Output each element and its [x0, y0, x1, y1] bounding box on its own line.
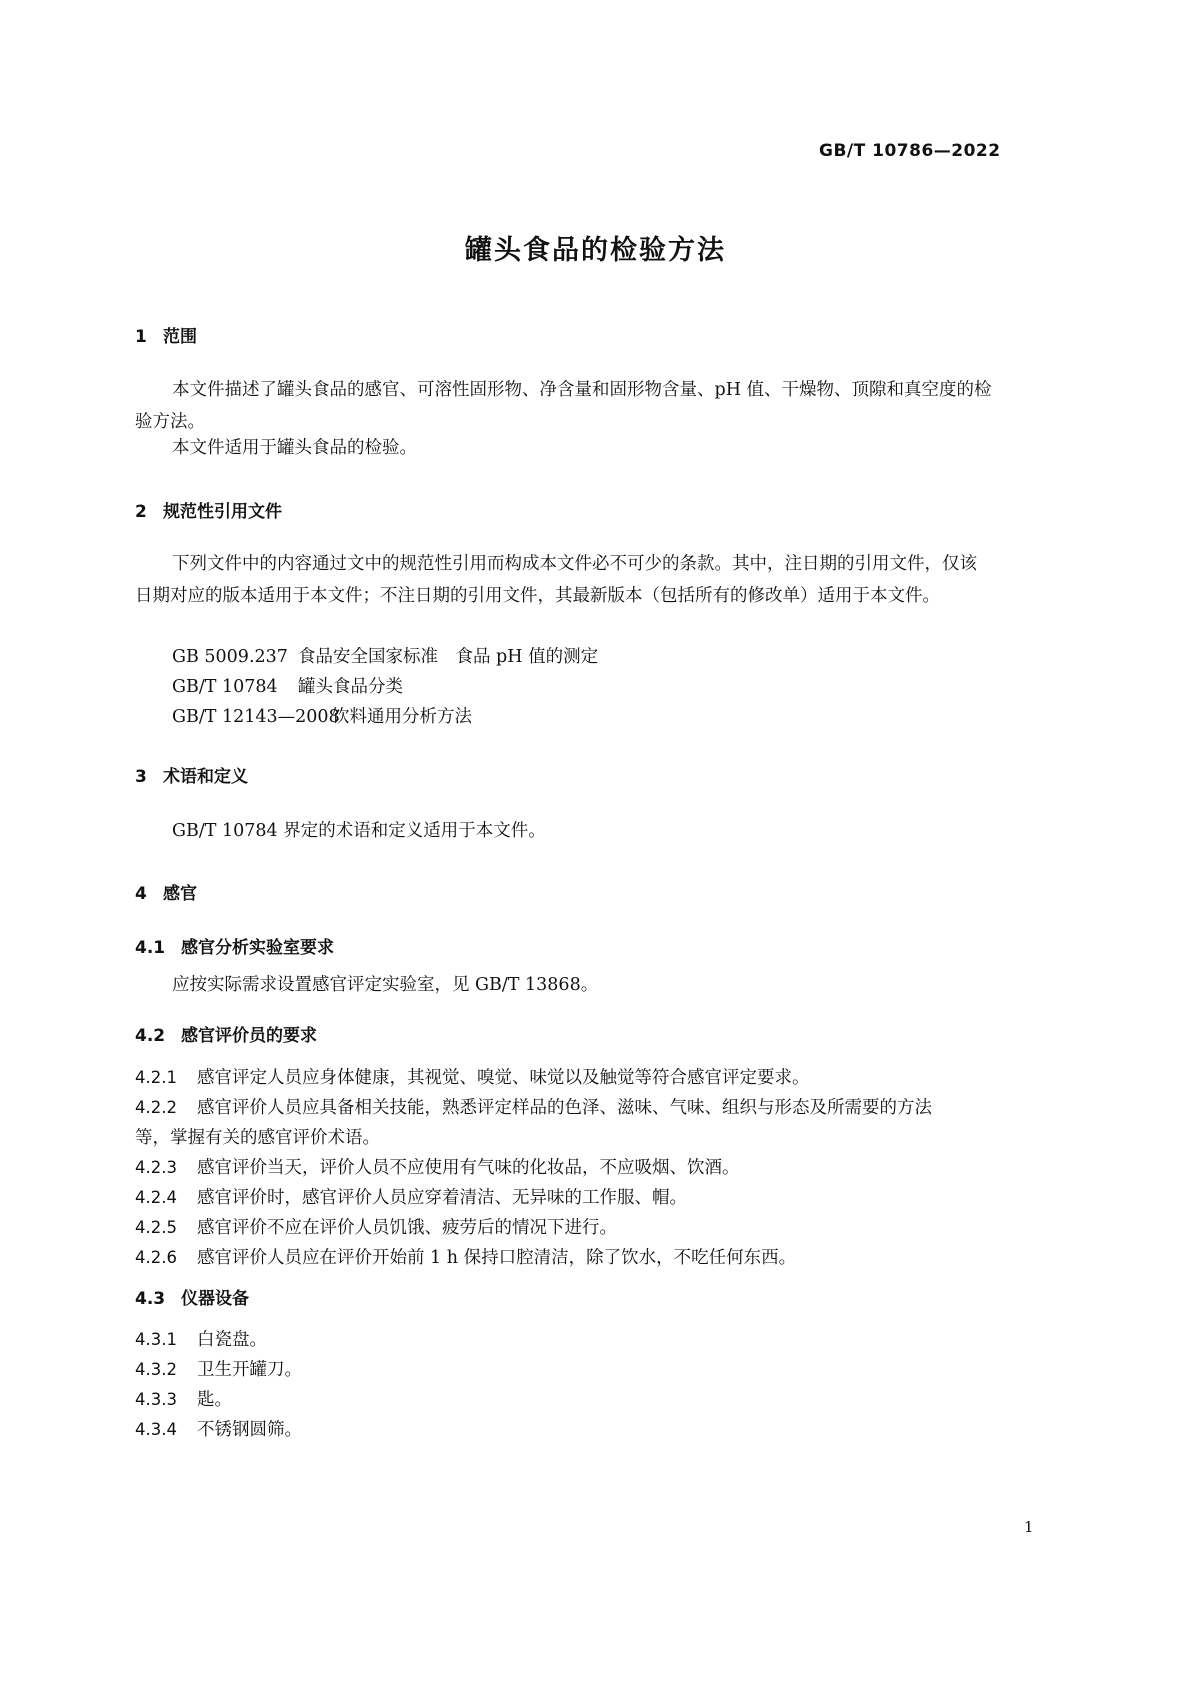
clause-number: 4.2.4 — [135, 1188, 177, 1207]
clause-text: 感官评定人员应身体健康，其视觉、嗅觉、味觉以及触觉等符合感官评定要求。 — [197, 1068, 810, 1088]
section-3-heading — [135, 762, 248, 787]
clause-text: 感官评价当天，评价人员不应使用有气味的化妆品，不应吸烟、饮酒。 — [197, 1158, 740, 1178]
section-2-heading — [135, 497, 282, 522]
document-title: 罐头食品的检验方法 — [465, 235, 726, 266]
clause-number: 4.3.3 — [135, 1390, 177, 1409]
section-number: 3 — [135, 767, 147, 787]
reference-item — [172, 673, 403, 698]
clause-item — [135, 1416, 302, 1441]
clause-item — [135, 1386, 232, 1411]
subsection-number: 4.3 — [135, 1289, 166, 1309]
subsection-4-1-heading — [135, 933, 334, 958]
clause-item — [135, 1326, 267, 1351]
clause-text: 不锈钢圆筛。 — [197, 1420, 302, 1440]
clause-number: 4.2.6 — [135, 1248, 177, 1267]
clause-item — [135, 1064, 810, 1089]
clause-number: 4.2.3 — [135, 1158, 177, 1177]
clause-item — [135, 1356, 302, 1381]
section-title: 规范性引用文件 — [163, 502, 282, 522]
standard-code: GB/T 10786—2022 — [819, 141, 1001, 161]
section-1-heading — [135, 322, 197, 347]
subsection-4-2-heading — [135, 1021, 317, 1046]
terms-paragraph: GB/T 10784 界定的术语和定义适用于本文件。 — [172, 821, 546, 841]
section-number: 1 — [135, 327, 147, 347]
section-number: 2 — [135, 502, 147, 522]
clause-text: 卫生开罐刀。 — [197, 1360, 302, 1380]
clause-item — [135, 1154, 740, 1179]
reference-code: GB 5009.237 — [172, 647, 288, 667]
scope-applicability: 本文件适用于罐头食品的检验。 — [172, 438, 417, 458]
clause-number: 4.3.1 — [135, 1330, 177, 1349]
clause-number: 4.2.5 — [135, 1218, 177, 1237]
clause-number: 4.3.2 — [135, 1360, 177, 1379]
section-4-heading — [135, 879, 197, 904]
clause-item — [135, 1094, 932, 1119]
subsection-title: 感官评价员的要求 — [181, 1026, 317, 1046]
clause-number: 4.2.2 — [135, 1098, 177, 1117]
reference-title: 食品安全国家标准 食品 pH 值的测定 — [298, 647, 599, 667]
reference-code: GB/T 10784 — [172, 677, 278, 697]
reference-item — [172, 643, 598, 668]
clause-number: 4.3.4 — [135, 1420, 177, 1439]
lab-requirement-paragraph: 应按实际需求设置感官评定实验室，见 GB/T 13868。 — [172, 975, 599, 995]
normative-references-paragraph: 下列文件中的内容通过文中的规范性引用而构成本文件必不可少的条款。其中，注日期的引用文件，仅该日期对应的版本适用于本文件；不注日期的引用文件，其最新版本（包括所有的修改单）适用于本文件。 — [135, 554, 977, 606]
subsection-title: 感官分析实验室要求 — [181, 938, 334, 958]
clause-number: 4.2.1 — [135, 1068, 177, 1087]
clause-text: 感官评价不应在评价人员饥饿、疲劳后的情况下进行。 — [197, 1218, 617, 1238]
subsection-number: 4.2 — [135, 1026, 166, 1046]
reference-code: GB/T 12143—2008 — [172, 707, 340, 727]
clause-text: 感官评价人员应在评价开始前 1 h 保持口腔清洁，除了饮水，不吃任何东西。 — [197, 1248, 797, 1268]
clause-item — [135, 1184, 687, 1209]
section-number: 4 — [135, 884, 147, 904]
clause-text: 感官评价人员应具备相关技能，熟悉评定样品的色泽、滋味、气味、组织与形态及所需要的方法 — [197, 1098, 932, 1118]
clause-item — [135, 1244, 796, 1269]
clause-continuation: 等，掌握有关的感官评价术语。 — [135, 1128, 380, 1148]
clause-item — [135, 1214, 617, 1239]
clause-text: 白瓷盘。 — [197, 1330, 267, 1350]
subsection-number: 4.1 — [135, 938, 166, 958]
page-number: 1 — [1024, 1518, 1034, 1536]
scope-paragraph: 本文件描述了罐头食品的感官、可溶性固形物、净含量和固形物含量、pH 值、干燥物、顶隙和真空度的检验方法。 — [135, 380, 992, 432]
section-title: 术语和定义 — [163, 767, 248, 787]
section-title: 感官 — [163, 884, 197, 904]
section-title: 范围 — [163, 327, 197, 347]
clause-text: 感官评价时，感官评价人员应穿着清洁、无异味的工作服、帽。 — [197, 1188, 687, 1208]
reference-item — [172, 703, 472, 728]
subsection-title: 仪器设备 — [181, 1289, 249, 1309]
subsection-4-3-heading — [135, 1284, 249, 1309]
reference-title: 饮料通用分析方法 — [332, 707, 472, 727]
reference-title: 罐头食品分类 — [298, 677, 403, 697]
clause-text: 匙。 — [197, 1390, 232, 1410]
